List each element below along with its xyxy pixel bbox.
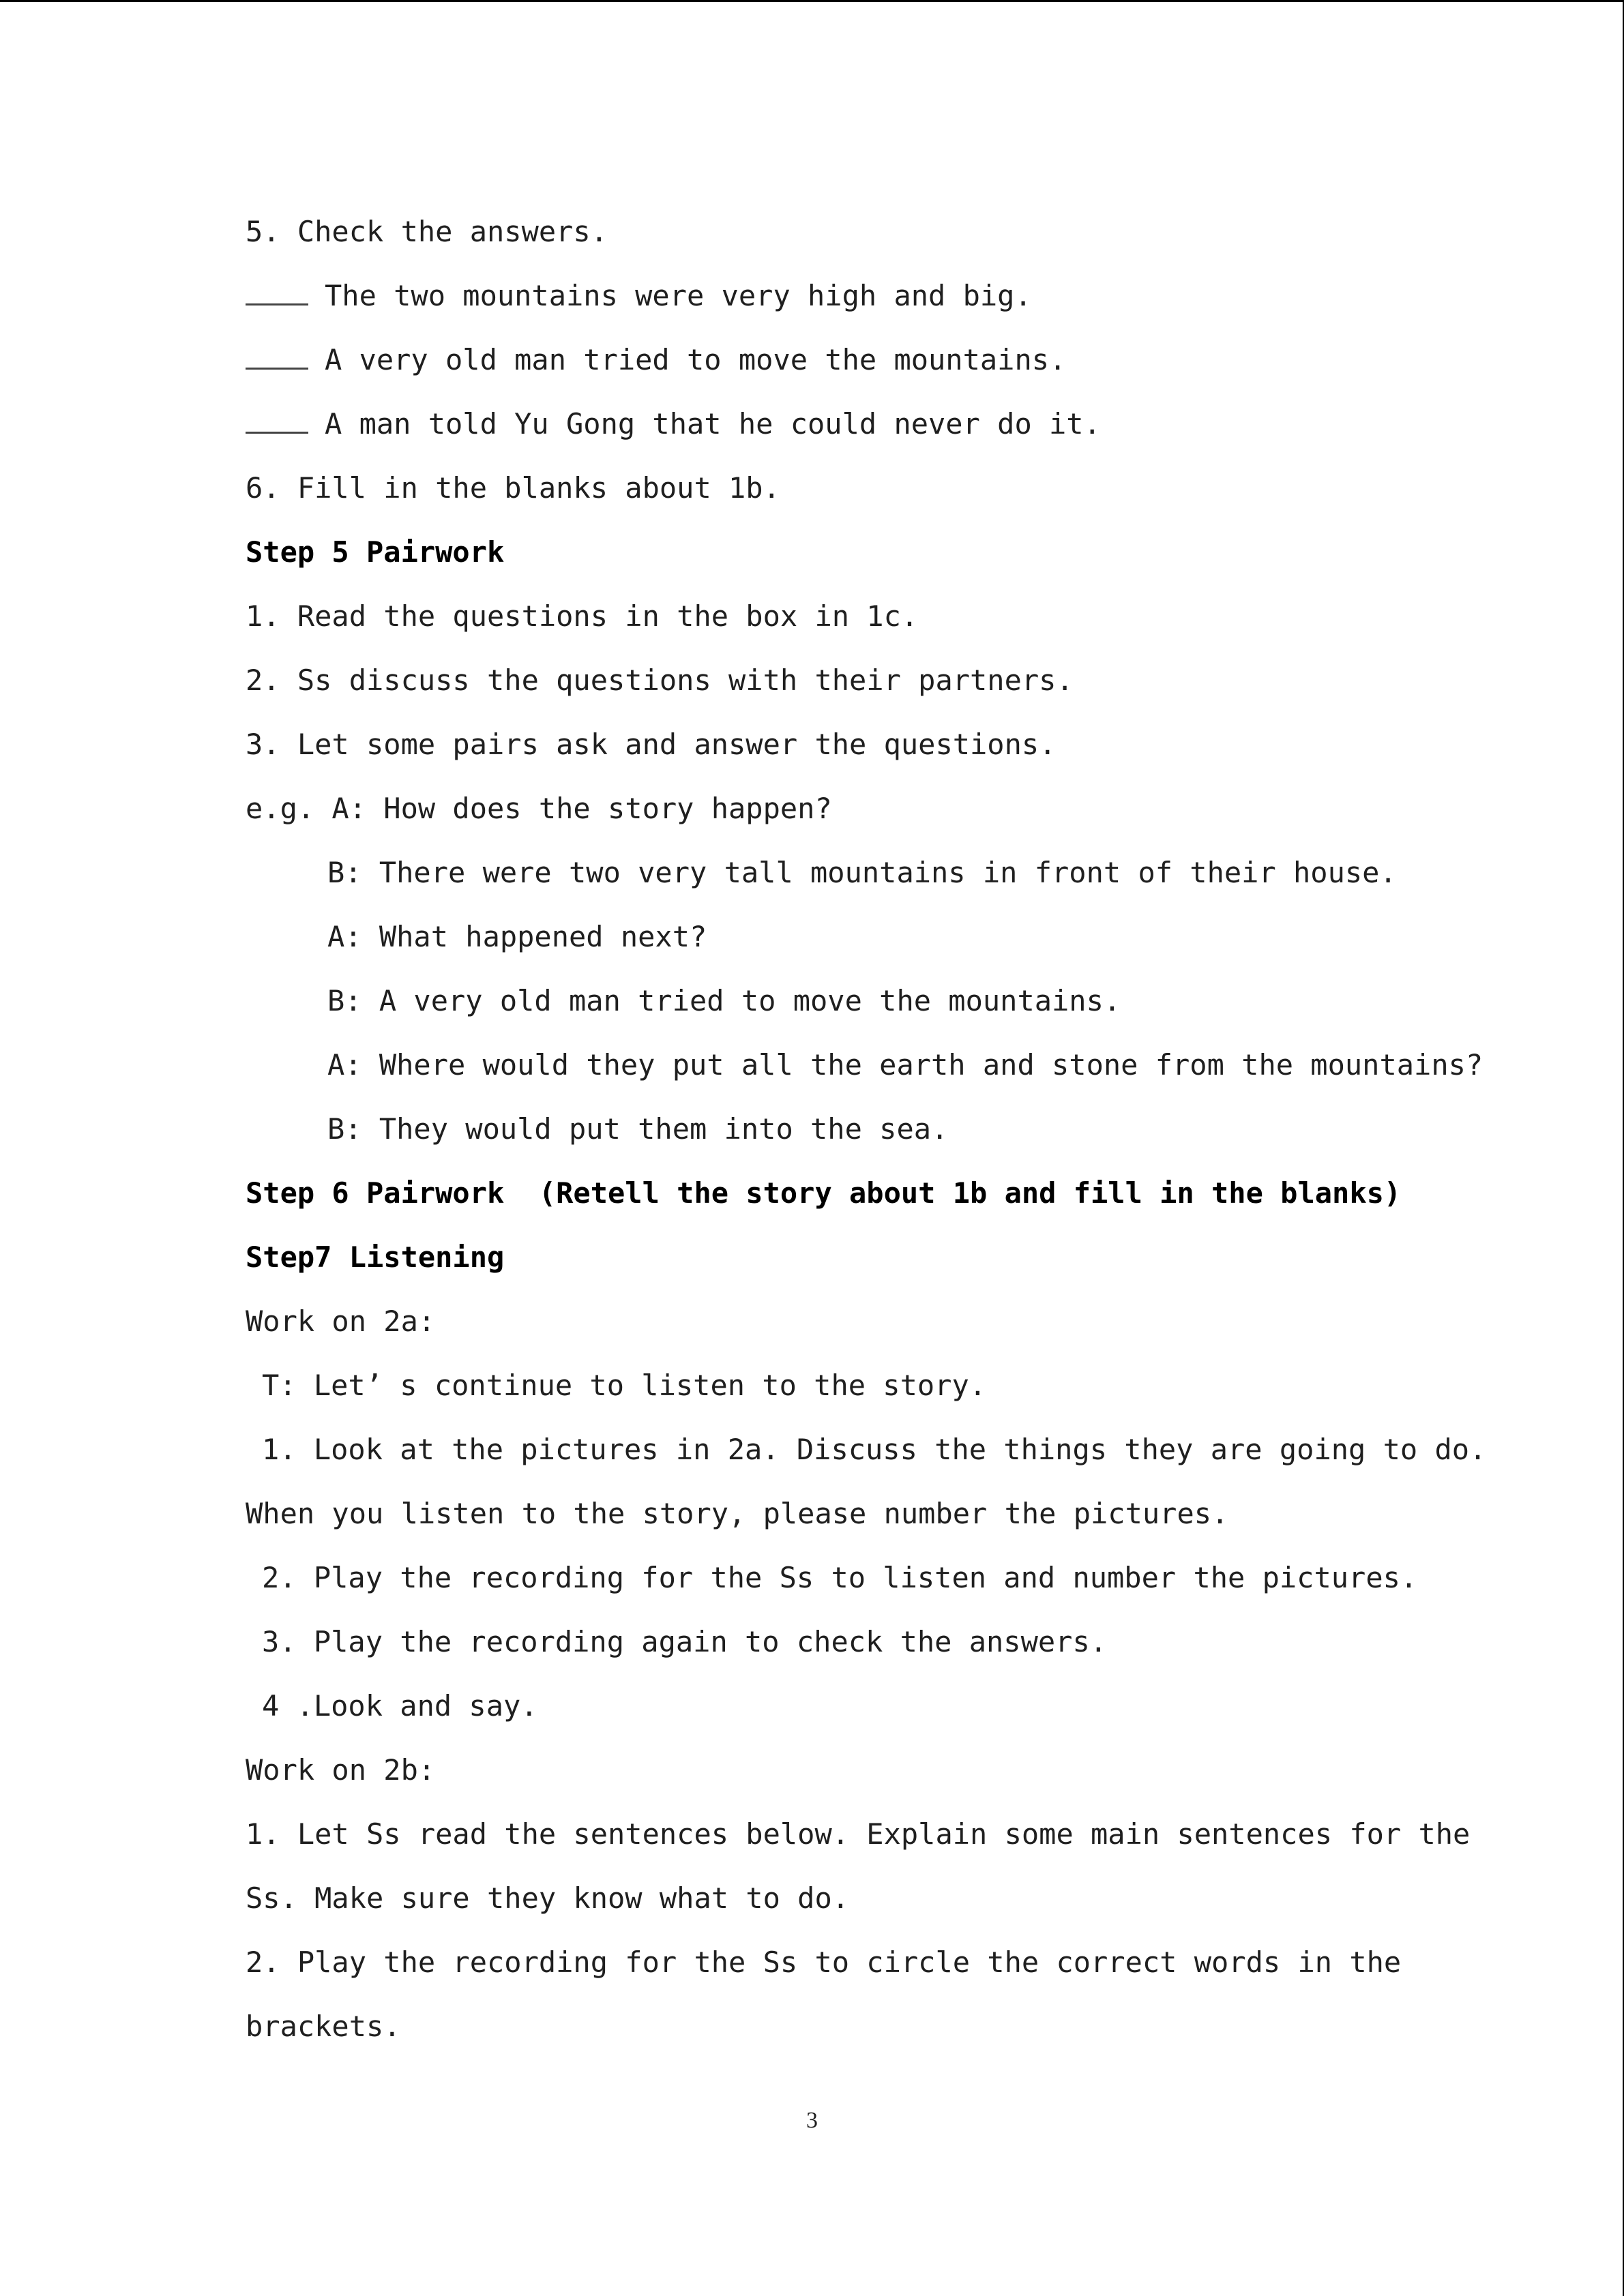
text-line: 2. Play the recording for the Ss to circle the correct words in the bbox=[246, 1945, 1402, 1979]
page-number: 3 bbox=[806, 2108, 818, 2133]
text-line: Ss. Make sure they know what to do. bbox=[246, 1881, 850, 1915]
answer-blank[interactable] bbox=[246, 283, 308, 305]
text-line: 5. Check the answers. bbox=[246, 215, 608, 248]
text-line: 3. Let some pairs ask and answer the questions. bbox=[246, 728, 1057, 761]
dialog-line: B: There were two very tall mountains in front of their house. bbox=[327, 856, 1397, 889]
text-line: 2. Ss discuss the questions with their partners. bbox=[246, 664, 1074, 697]
text-line: 2. Play the recording for the Ss to listen and number the pictures. bbox=[262, 1561, 1418, 1594]
dialog-line: B: They would put them into the sea. bbox=[327, 1112, 949, 1146]
document-body bbox=[246, 200, 1487, 2059]
text-line: 3. Play the recording again to check the answers. bbox=[262, 1625, 1108, 1658]
text-line: When you listen to the story, please number the pictures. bbox=[246, 1497, 1229, 1530]
dialog-line: A: Where would they put all the earth and stone from the mountains? bbox=[327, 1048, 1483, 1082]
text-line: 4 .Look and say. bbox=[262, 1689, 538, 1723]
subsection-label: Work on 2b: bbox=[246, 1753, 436, 1787]
checklist-item-text: A man told Yu Gong that he could never do it. bbox=[325, 407, 1101, 441]
dialog-line: e.g. A: How does the story happen? bbox=[246, 792, 832, 825]
checklist-item bbox=[246, 392, 1432, 456]
text-line: 1. Let Ss read the sentences below. Explain some main sentences for the bbox=[246, 1817, 1471, 1851]
dialog-line: B: A very old man tried to move the mountains. bbox=[327, 984, 1121, 1017]
section-heading: Step7 Listening bbox=[246, 1240, 505, 1274]
checklist-item-text: The two mountains were very high and big. bbox=[325, 279, 1032, 312]
text-line: brackets. bbox=[246, 2010, 401, 2043]
checklist-item bbox=[246, 328, 1432, 392]
section-heading: Step 6 Pairwork (Retell the story about 1b and fill in the blanks) bbox=[246, 1176, 1402, 1210]
text-line: 1. Read the questions in the box in 1c. bbox=[246, 599, 919, 633]
text-line: T: Let’ s continue to listen to the story. bbox=[262, 1369, 987, 1402]
text-line: 1. Look at the pictures in 2a. Discuss the things they are going to do. bbox=[262, 1433, 1487, 1466]
answer-blank[interactable] bbox=[246, 411, 308, 434]
subsection-label: Work on 2a: bbox=[246, 1304, 436, 1338]
section-heading: Step 5 Pairwork bbox=[246, 535, 505, 569]
answer-blank[interactable] bbox=[246, 347, 308, 370]
dialog-line: A: What happened next? bbox=[327, 920, 707, 953]
checklist-item bbox=[246, 264, 1432, 328]
checklist-item-text: A very old man tried to move the mountains. bbox=[325, 343, 1067, 376]
text-line: 6. Fill in the blanks about 1b. bbox=[246, 471, 780, 505]
